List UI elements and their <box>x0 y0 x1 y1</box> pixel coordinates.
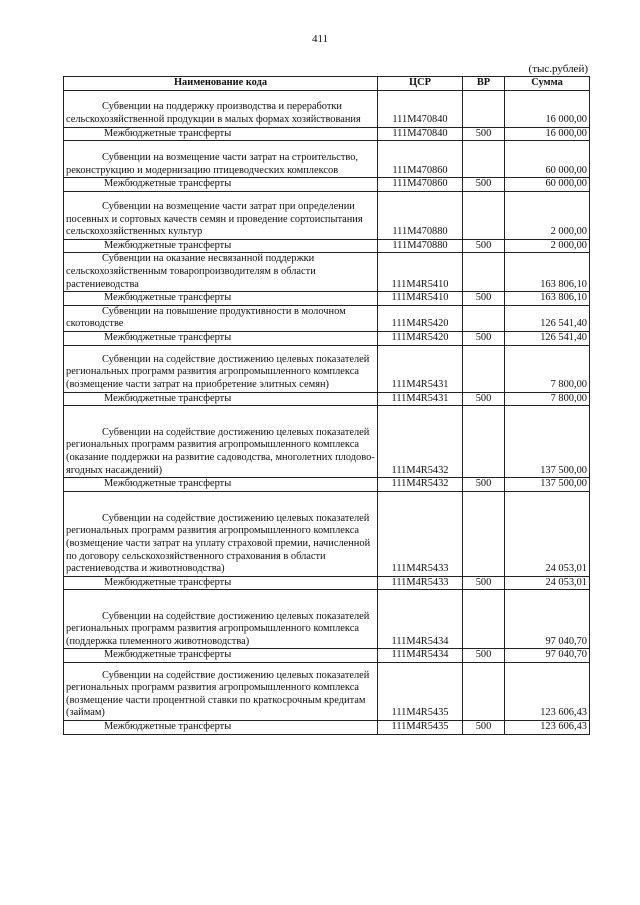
cell-csr: 111М4R5431 <box>378 345 463 392</box>
cell-vr <box>463 141 505 178</box>
cell-name: Субвенции на поддержку производства и переработки сельскохозяйственной продукции в малых формах хозяйствования <box>64 90 378 127</box>
table-row <box>64 590 590 649</box>
cell-sum: 16 000,00 <box>505 90 590 127</box>
cell-sum: 60 000,00 <box>505 178 590 192</box>
cell-csr: 111М4R5435 <box>378 720 463 734</box>
table-row <box>64 345 590 392</box>
cell-sum: 97 040,70 <box>505 649 590 663</box>
cell-csr: 111М470860 <box>378 178 463 192</box>
budget-table <box>63 76 590 735</box>
cell-sum: 24 053,01 <box>505 491 590 576</box>
cell-sum: 7 800,00 <box>505 392 590 406</box>
table-row <box>64 576 590 590</box>
cell-sum: 2 000,00 <box>505 191 590 239</box>
unit-note: (тыс.рублей) <box>528 63 588 75</box>
cell-vr <box>463 662 505 720</box>
table-row <box>64 662 590 720</box>
table-row <box>64 305 590 331</box>
cell-sum: 60 000,00 <box>505 141 590 178</box>
cell-name: Субвенции на повышение продуктивности в молочном скотоводстве <box>64 305 378 331</box>
cell-csr: 111М470840 <box>378 127 463 141</box>
cell-name: Межбюджетные трансферты <box>64 576 378 590</box>
cell-vr: 500 <box>463 392 505 406</box>
column-header-sum: Сумма <box>505 77 590 91</box>
cell-vr: 500 <box>463 292 505 306</box>
cell-vr <box>463 253 505 292</box>
table-row <box>64 392 590 406</box>
table-row <box>64 127 590 141</box>
column-header-name: Наименование кода <box>64 77 378 91</box>
cell-name: Межбюджетные трансферты <box>64 649 378 663</box>
cell-name: Субвенции на содействие достижению целевых показателей региональных программ развития агропромышленного комплекса (поддержка племенного животноводства) <box>64 590 378 649</box>
cell-name: Субвенции на содействие достижению целевых показателей региональных программ развития агропромышленного комплекса (возмещение части затрат на приобретение элитных семян) <box>64 345 378 392</box>
cell-vr: 500 <box>463 576 505 590</box>
cell-sum: 97 040,70 <box>505 590 590 649</box>
cell-name: Межбюджетные трансферты <box>64 392 378 406</box>
table-row <box>64 292 590 306</box>
cell-name: Субвенции на содействие достижению целевых показателей региональных программ развития агропромышленного комплекса (оказание поддержки на развитие садоводства, многолетних плодово-ягодных насаждений) <box>64 406 378 478</box>
cell-csr: 111М4R5432 <box>378 478 463 492</box>
table-row <box>64 90 590 127</box>
cell-vr <box>463 491 505 576</box>
cell-vr: 500 <box>463 127 505 141</box>
cell-name: Субвенции на содействие достижению целевых показателей региональных программ развития агропромышленного комплекса (возмещение части затрат на уплату страховой премии, начисленной по договору сельскохозяйственного страхования в области растениеводства и животноводства) <box>64 491 378 576</box>
cell-name: Межбюджетные трансферты <box>64 292 378 306</box>
cell-csr: 111М4R5420 <box>378 305 463 331</box>
table-row <box>64 178 590 192</box>
cell-csr: 111М4R5434 <box>378 649 463 663</box>
cell-name: Межбюджетные трансферты <box>64 478 378 492</box>
cell-sum: 137 500,00 <box>505 406 590 478</box>
cell-vr: 500 <box>463 178 505 192</box>
column-header-csr: ЦСР <box>378 77 463 91</box>
table-row <box>64 331 590 345</box>
table-row <box>64 191 590 239</box>
cell-csr: 111М470880 <box>378 191 463 239</box>
table-row <box>64 253 590 292</box>
cell-csr: 111М470840 <box>378 90 463 127</box>
cell-csr: 111М470880 <box>378 239 463 253</box>
cell-sum: 24 053,01 <box>505 576 590 590</box>
cell-csr: 111М4R5420 <box>378 331 463 345</box>
cell-vr: 500 <box>463 331 505 345</box>
cell-csr: 111М4R5410 <box>378 292 463 306</box>
cell-vr: 500 <box>463 478 505 492</box>
cell-name: Субвенции на оказание несвязанной поддержки сельскохозяйственным товаропроизводителям в области растениеводства <box>64 253 378 292</box>
page-number: 411 <box>311 33 329 45</box>
cell-name: Межбюджетные трансферты <box>64 331 378 345</box>
cell-csr: 111М4R5432 <box>378 406 463 478</box>
table-row <box>64 478 590 492</box>
cell-csr: 111М4R5433 <box>378 576 463 590</box>
cell-vr: 500 <box>463 239 505 253</box>
cell-sum: 163 806,10 <box>505 253 590 292</box>
table-header-row <box>64 77 590 91</box>
cell-vr <box>463 305 505 331</box>
cell-name: Субвенции на содействие достижению целевых показателей региональных программ развития агропромышленного комплекса (возмещение части процентной ставки по краткосрочным кредитам (займам) <box>64 662 378 720</box>
cell-name: Межбюджетные трансферты <box>64 178 378 192</box>
cell-sum: 16 000,00 <box>505 127 590 141</box>
cell-vr <box>463 90 505 127</box>
cell-sum: 123 606,43 <box>505 662 590 720</box>
cell-vr: 500 <box>463 720 505 734</box>
table-row <box>64 141 590 178</box>
cell-sum: 163 806,10 <box>505 292 590 306</box>
cell-vr <box>463 191 505 239</box>
table-row <box>64 649 590 663</box>
table-body <box>64 90 590 734</box>
table-row <box>64 720 590 734</box>
table-row <box>64 491 590 576</box>
cell-csr: 111М4R5434 <box>378 590 463 649</box>
cell-sum: 137 500,00 <box>505 478 590 492</box>
cell-name: Межбюджетные трансферты <box>64 239 378 253</box>
cell-name: Субвенции на возмещение части затрат на строительство, реконструкцию и модернизацию птицеводческих комплексов <box>64 141 378 178</box>
table-row <box>64 239 590 253</box>
cell-csr: 111М4R5433 <box>378 491 463 576</box>
cell-name: Межбюджетные трансферты <box>64 127 378 141</box>
cell-csr: 111М4R5435 <box>378 662 463 720</box>
cell-csr: 111М470860 <box>378 141 463 178</box>
column-header-vr: ВР <box>463 77 505 91</box>
cell-sum: 7 800,00 <box>505 345 590 392</box>
table-row <box>64 406 590 478</box>
cell-sum: 126 541,40 <box>505 305 590 331</box>
cell-csr: 111М4R5410 <box>378 253 463 292</box>
cell-vr <box>463 345 505 392</box>
cell-vr <box>463 406 505 478</box>
cell-vr <box>463 590 505 649</box>
cell-sum: 123 606,43 <box>505 720 590 734</box>
cell-name: Субвенции на возмещение части затрат при определении посевных и сортовых качеств семян и проведение сортоиспытания сельскохозяйственных культур <box>64 191 378 239</box>
cell-sum: 126 541,40 <box>505 331 590 345</box>
cell-name: Межбюджетные трансферты <box>64 720 378 734</box>
cell-csr: 111М4R5431 <box>378 392 463 406</box>
cell-vr: 500 <box>463 649 505 663</box>
cell-sum: 2 000,00 <box>505 239 590 253</box>
